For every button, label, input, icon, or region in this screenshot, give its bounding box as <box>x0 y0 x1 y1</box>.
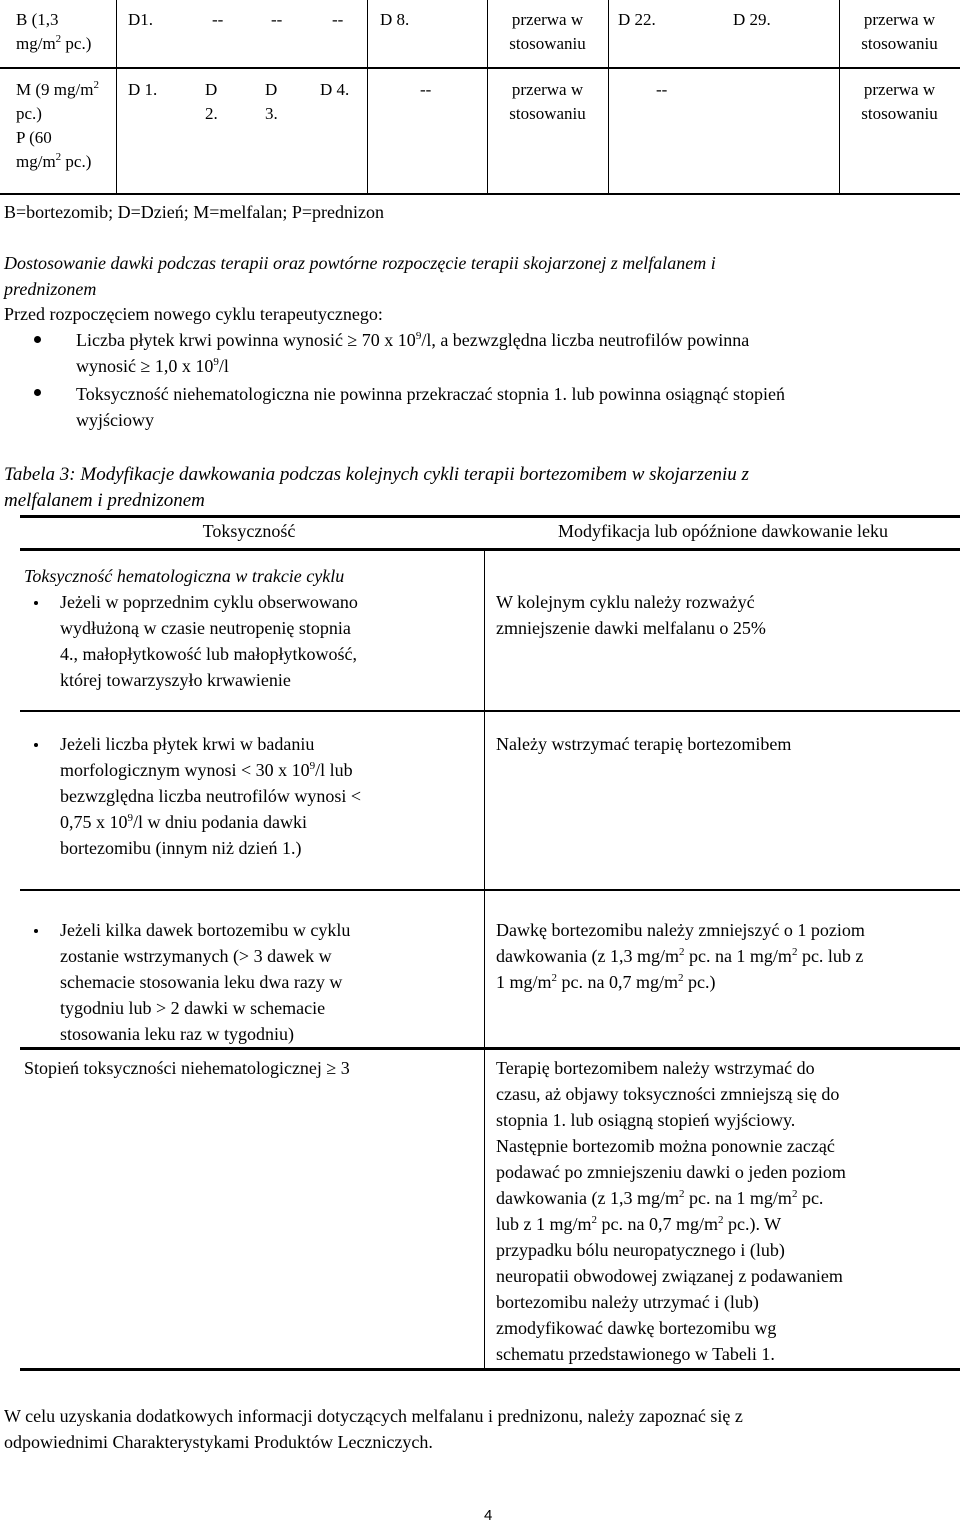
toxicity-description: Jeżeli liczba płytek krwi w badaniu morfologicznym wynosi < 30 x $10^9/l$ lub bezwzględna liczba neutrofilów wynosi < 0,75 x $10^9/l$ w dniu podania dawki bortezomibu (innym niż dzień 1.) <box>60 734 362 858</box>
bullet-icon <box>34 929 38 933</box>
col-divider <box>839 0 840 194</box>
row-divider <box>20 710 960 712</box>
abbreviation-legend: B=bortezomib; D=Dzień; M=melfalan; P=prednizon <box>4 202 385 222</box>
drug-mp-label: M (9 $mg/m^2$ pc.) P (60 $mg/m^2$ pc.) <box>16 79 99 171</box>
dash-cell: -- <box>332 10 344 29</box>
row-divider <box>20 1047 960 1050</box>
bullet-item: Toksyczność niehematologiczna nie powinna przekraczać stopnia 1. lub powinna osiągnąć stopień wyjściowy <box>76 384 786 430</box>
bullet-icon <box>34 389 41 396</box>
break-label: przerwa w stosowaniu <box>509 10 586 53</box>
col-divider <box>608 0 609 194</box>
page-number: 4 <box>484 1507 493 1524</box>
table-bottom-rule <box>20 1368 960 1371</box>
table-bottom-rule <box>0 193 960 195</box>
bullet-item: Liczba płytek krwi powinna wynosić ≥ 70 x $10^9/l$, a bezwzględna liczba neutrofilów powinna wynosić ≥ 1,0 x $10^9/l$ <box>76 330 750 376</box>
dash-cell: -- <box>656 80 668 99</box>
header-modification: Modyfikacja lub opóźnione dawkowanie leku <box>558 521 888 541</box>
modification-text: W kolejnym cyklu należy rozważyć zmniejszenie dawki melfalanu o 25% <box>496 592 766 638</box>
drug-b-label: B (1,3 $mg/m^2$ pc.) <box>16 10 92 53</box>
day-d3: D 3. <box>265 80 278 123</box>
day-d2: D 2. <box>205 80 218 123</box>
bullet-icon <box>34 601 38 605</box>
day-d1: D 1. <box>128 80 158 99</box>
break-label: przerwa w stosowaniu <box>509 80 586 123</box>
row-title: Toksyczność hematologiczna w trakcie cyklu <box>24 566 345 586</box>
col-divider <box>487 0 488 194</box>
toxicity-description: Stopień toksyczności niehematologicznej ≥ 3 <box>24 1058 350 1078</box>
day-d22: D 22. <box>618 10 656 29</box>
toxicity-description: Jeżeli kilka dawek bortozemibu w cyklu zostanie wstrzymanych (> 3 dawek w schemacie stosowania leku dwa razy w tygodniu lub > 2 dawki w schemacie stosowania leku raz w tygodniu) <box>60 920 351 1044</box>
table-caption: Tabela 3: Modyfikacje dawkowania podczas kolejnych cykli terapii bortezomibem w skojarzeniu z melfalanem i prednizonem <box>4 464 749 511</box>
header-rule <box>20 548 960 551</box>
day-d1: D1. <box>128 10 154 29</box>
break-label: przerwa w stosowaniu <box>861 10 938 53</box>
break-label: przerwa w stosowaniu <box>861 80 938 123</box>
dash-cell: -- <box>271 10 283 29</box>
bullet-icon <box>34 336 41 343</box>
modification-text: Należy wstrzymać terapię bortezomibem <box>496 734 792 754</box>
intro-text: Przed rozpoczęciem nowego cyklu terapeutycznego: <box>4 304 383 324</box>
day-d4: D 4. <box>320 80 350 99</box>
modification-text: Dawkę bortezomibu należy zmniejszyć o 1 poziom dawkowania (z 1,3 $mg/m^2$ pc. na 1 $mg/m^2$ pc. lub z 1 $mg/m^2$ pc. na 0,7 $mg/m^2$ pc.) <box>496 920 865 992</box>
column-divider <box>484 551 485 1369</box>
toxicity-description: Jeżeli w poprzednim cyklu obserwowano wydłużoną w czasie neutropenię stopnia 4., małopłytkowość lub małopłytkowość, której towarzyszyło krwawienie <box>60 592 358 690</box>
day-d8: D 8. <box>380 10 410 29</box>
col-divider <box>116 0 117 194</box>
modification-text: Terapię bortezomibem należy wstrzymać do czasu, aż objawy toksyczności zmniejszą się do stopnia 1. lub osiągną stopień wyjściowy. Następnie bortezomib można ponownie zacząć podawać po zmniejszeniu dawki o jeden poziom dawkowania (z 1,3 $mg/m^2$ pc. na 1 $mg/m^2$ pc. lub z 1 $mg/m^2$ pc. na 0,7 $mg/m^2$ pc.). W przypadku bólu neuropatycznego i (lub) neuropatii obwodowej związanej z podawaniem bortezomibu należy utrzymać i (lub) zmodyfikować dawkę bortezomibu wg schematu przedstawionego w Tabeli 1. <box>496 1058 846 1364</box>
row-divider <box>0 67 960 69</box>
bullet-icon <box>34 743 38 747</box>
col-divider <box>367 0 368 194</box>
header-toxicity: Toksyczność <box>202 521 296 541</box>
day-d29: D 29. <box>733 10 771 29</box>
dash-cell: -- <box>420 80 432 99</box>
dash-cell: -- <box>212 10 224 29</box>
footer-note: W celu uzyskania dodatkowych informacji dotyczących melfalanu i prednizonu, należy zapoznać się z odpowiednimi Charakterystykami Produktów Leczniczych. <box>4 1406 743 1452</box>
section-heading: Dostosowanie dawki podczas terapii oraz powtórne rozpoczęcie terapii skojarzonej z melfalanem i prednizonem <box>4 253 716 299</box>
row-divider <box>20 889 960 891</box>
